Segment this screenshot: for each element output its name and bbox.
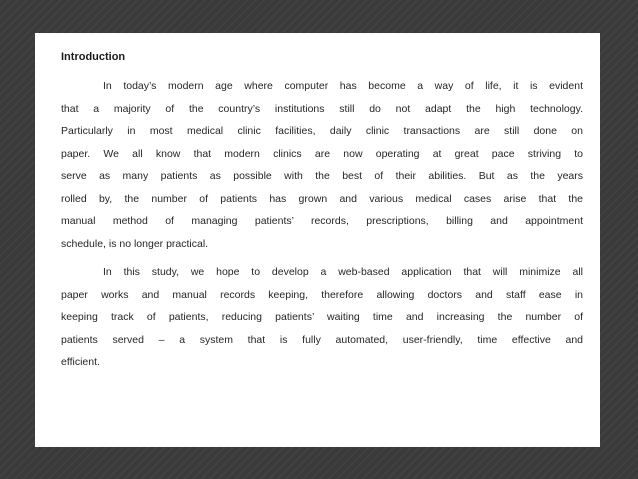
document-page — [35, 33, 600, 447]
text-line: rolled by, the number of patients has grown and various medical cases arise that the — [61, 192, 583, 205]
paragraph-1 — [61, 75, 583, 255]
text-line: schedule, is no longer practical. — [61, 237, 209, 250]
paragraph-2 — [61, 261, 583, 374]
text-line: manual method of managing patients’ records, prescriptions, billing and appointment — [61, 215, 583, 227]
text-line: that a majority of the country’s institutions still do not adapt the high technology. — [61, 102, 583, 115]
text-line: In today’s modern age where computer has become a way of life, it is evident — [103, 80, 583, 92]
text-line: In this study, we hope to develop a web-based application that will minimize all — [103, 266, 583, 278]
text-line: serve as many patients as possible with the best of their abilities. But as the years — [61, 170, 583, 182]
text-line: patients served – a system that is fully automated, user-friendly, time effective and — [61, 333, 583, 346]
text-line: Particularly in most medical clinic facilities, daily clinic transactions are still done on — [61, 125, 583, 137]
text-line: keeping track of patients, reducing patients’ waiting time and increasing the number of — [61, 311, 583, 323]
text-line: paper works and manual records keeping, therefore allowing doctors and staff ease in — [61, 288, 583, 301]
section-heading: Introduction — [61, 51, 126, 63]
text-line: paper. We all know that modern clinics are now operating at great pace striving to — [61, 147, 583, 160]
text-line: efficient. — [61, 356, 100, 368]
